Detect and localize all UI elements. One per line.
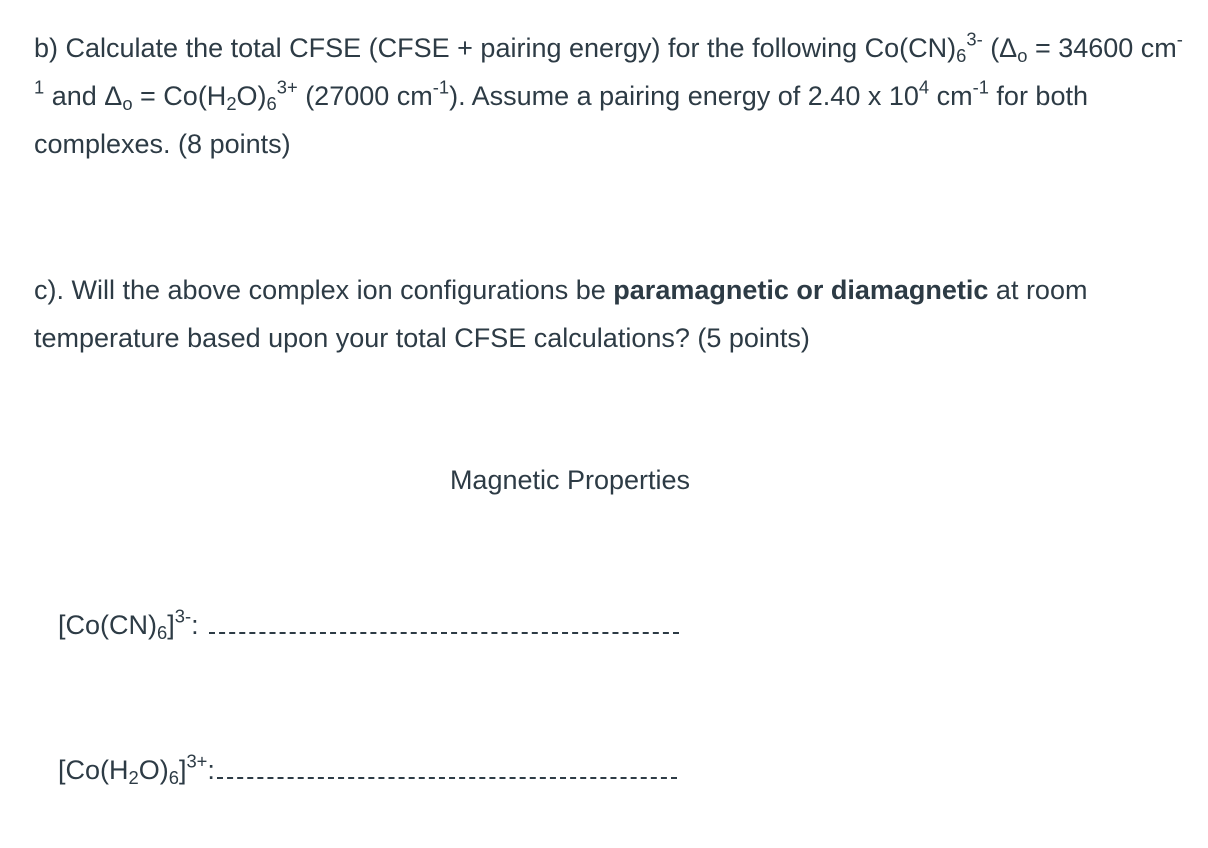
answer-row-co-cn	[58, 605, 679, 645]
answer-label-co-cn: $[Co(CN)_6]^{3-}$:	[58, 605, 199, 644]
answer-row-co-h2o	[58, 750, 677, 790]
emphasis-paramagnetic-diamagnetic: paramagnetic or diamagnetic	[613, 275, 989, 305]
section-title: Magnetic Properties	[449, 465, 691, 495]
question-b: b) Calculate the total CFSE (CFSE + pairing energy) for the following $Co(CN)_6^{3-}$ ($\Delta_o = 34600$ $cm^{-1}$ and $\Delta_o = Co(H_2O)_6^{3+}$ (27000 $cm^{-1}$). Assume a pairing energy of 2.40 x $10^4$ $cm^{-1}$ for both complexes. (8 points)	[34, 28, 1183, 159]
answer-blank-co-h2o[interactable]	[217, 777, 677, 779]
answer-blank-co-cn[interactable]	[209, 632, 679, 634]
answer-label-co-h2o: $[Co(H_2O)_6]^{3+}$:	[58, 750, 215, 789]
question-c: c). Will the above complex ion configurations be paramagnetic or diamagnetic at room temperature based upon your total CFSE calculations? (5 points)	[34, 275, 1088, 353]
